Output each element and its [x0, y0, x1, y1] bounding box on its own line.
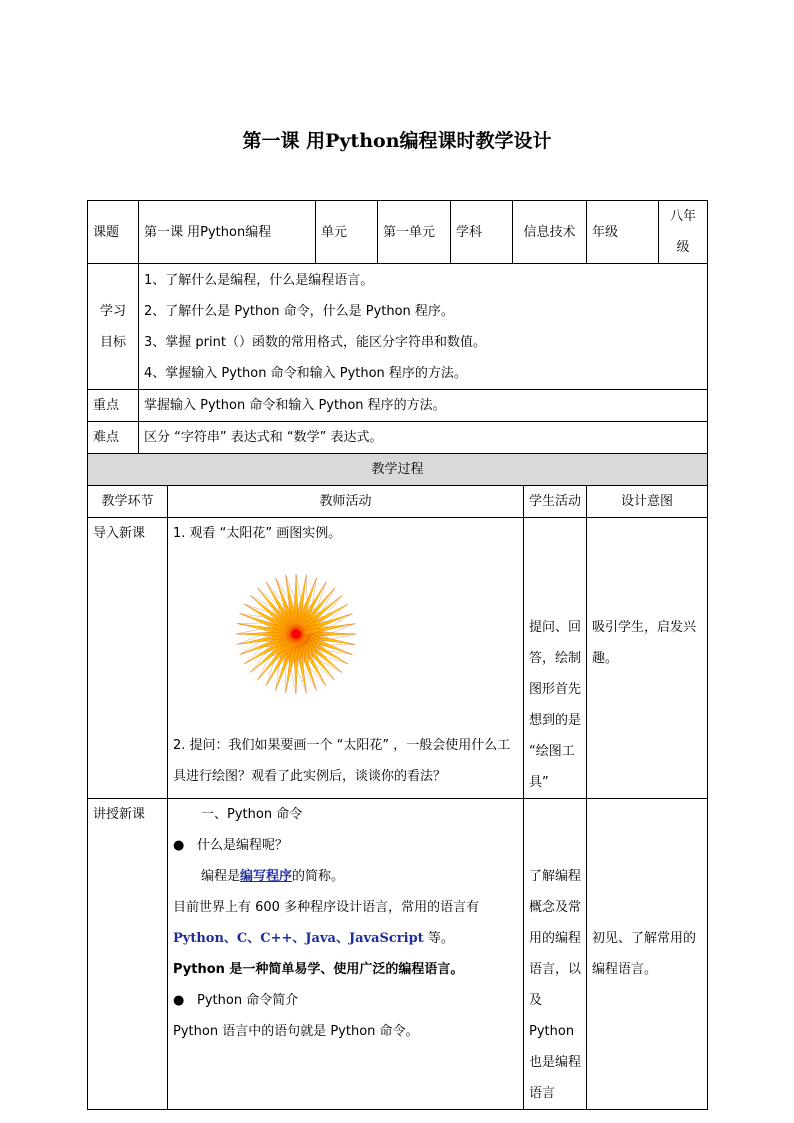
column-stage: 教学环节 [88, 486, 168, 518]
grade-label: 年级 [587, 201, 659, 264]
goals-label [88, 264, 139, 390]
intro-intent: 吸引学生，启发兴趣。 [587, 518, 708, 799]
page-title: 第一课 用Python编程课时教学设计 [242, 130, 552, 152]
intro-student: 提问、回答，绘制图形首先想到的是 “绘图工具” [524, 518, 587, 799]
goal-item: 2、了解什么是 Python 命令，什么是 Python 程序。 [144, 303, 454, 319]
bullet-text: Python 命令简介 [197, 993, 299, 1008]
lesson-plan-table-wrap [87, 200, 707, 1110]
bullet-item [173, 985, 518, 1016]
difficulty-value: 区分 “字符串” 表达式和 “数学” 表达式。 [139, 422, 708, 454]
sunflower-drawing [231, 569, 361, 699]
process-header-row [88, 454, 708, 486]
difficulty-label: 难点 [88, 422, 139, 454]
subject-value: 信息技术 [513, 201, 587, 264]
grade-value: 八年级 [659, 201, 708, 264]
intro-teacher-step-2: 2. 提问：我们如果要画一个 “太阳花” ，一般会使用什么工具进行绘图？观看了此实例后，谈谈你的看法？ [173, 738, 511, 784]
column-teacher: 教师活动 [168, 486, 524, 518]
teach-row [88, 799, 708, 1110]
goal-item: 3、掌握 print（）函数的常用格式，能区分字符串和数值。 [144, 334, 486, 350]
definition-line [173, 861, 518, 892]
goals-label-line-1: 学习 [99, 303, 126, 319]
teach-intent: 初见、了解常用的编程语言。 [587, 799, 708, 1110]
languages-suffix: 等。 [423, 931, 454, 946]
intro-teacher [168, 518, 524, 799]
definition-suffix: 的简称。 [292, 869, 345, 884]
process-header: 教学过程 [88, 454, 708, 486]
sunflower-center [291, 629, 301, 639]
definition-keyword: 编写程序 [240, 869, 293, 884]
goals-row [88, 264, 708, 390]
difficulty-row [88, 422, 708, 454]
goals-label-line-2: 目标 [99, 334, 126, 350]
info-row [88, 201, 708, 264]
teach-student: 了解编程概念及常用的编程语言，以及 Python 也是编程语言 [524, 799, 587, 1110]
subject-label: 学科 [451, 201, 513, 264]
bullet-dot-icon: ● [173, 838, 185, 853]
bullet-dot-icon: ● [173, 993, 185, 1008]
unit-label: 单元 [316, 201, 378, 264]
section-heading: 一、Python 命令 [201, 807, 303, 822]
languages-line [173, 923, 518, 954]
unit-value: 第一单元 [378, 201, 451, 264]
bullet-text: 什么是编程呢？ [197, 838, 289, 853]
goal-item: 4、掌握输入 Python 命令和输入 Python 程序的方法。 [144, 365, 467, 381]
bullet-item [173, 830, 518, 861]
languages-list: Python、C、C++、Java、JavaScript [173, 931, 424, 946]
key-point-label: 重点 [88, 390, 139, 422]
goal-item: 1、了解什么是编程，什么是编程语言。 [144, 272, 374, 288]
python-description: Python 是一种简单易学、使用广泛的编程语言。 [173, 962, 464, 977]
goals-list [139, 264, 708, 390]
intro-teacher-step-1: 1. 观看 “太阳花” 画图实例。 [173, 526, 342, 541]
key-point-row [88, 390, 708, 422]
teach-stage: 讲授新课 [88, 799, 168, 1110]
sunflower-figure-area [173, 549, 518, 730]
teach-teacher [168, 799, 524, 1110]
lesson-plan-table [87, 200, 708, 1110]
command-definition-line: Python 语言中的语句就是 Python 命令。 [173, 1024, 419, 1039]
intro-row [88, 518, 708, 799]
key-point-value: 掌握输入 Python 命令和输入 Python 程序的方法。 [139, 390, 708, 422]
column-header-row [88, 486, 708, 518]
intro-stage: 导入新课 [88, 518, 168, 799]
language-count-line: 目前世界上有 600 多种程序设计语言，常用的语言有 [173, 900, 480, 915]
column-student: 学生活动 [524, 486, 587, 518]
column-intent: 设计意图 [587, 486, 708, 518]
topic-label: 课题 [88, 201, 139, 264]
definition-prefix: 编程是 [201, 869, 241, 884]
topic-value: 第一课 用Python编程 [139, 201, 316, 264]
